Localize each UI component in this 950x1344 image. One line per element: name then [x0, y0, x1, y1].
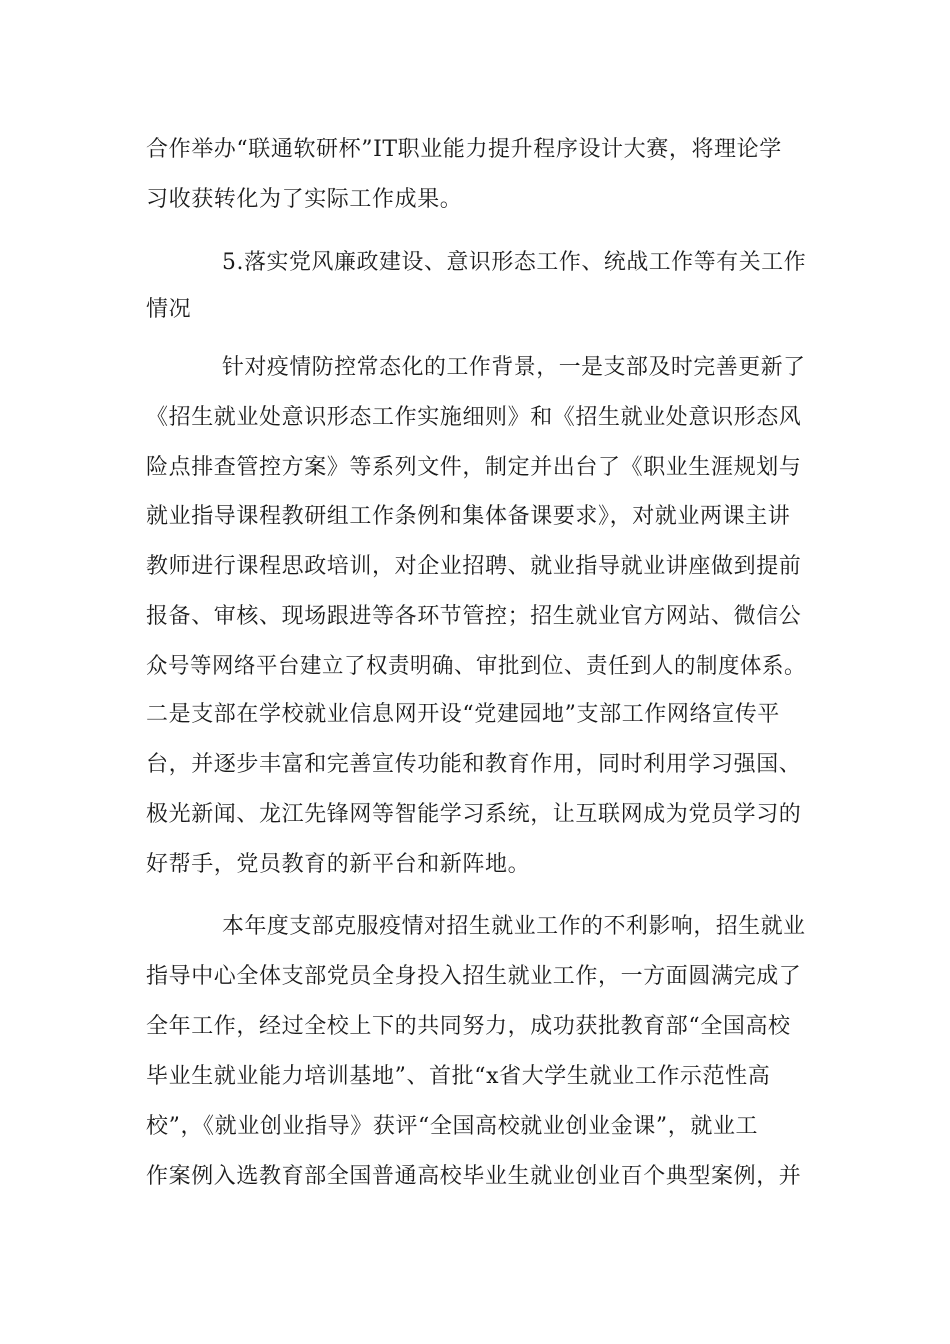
- paragraph-line: 极光新闻、龙江先锋网等智能学习系统，让互联网成为党员学习的: [146, 802, 802, 827]
- paragraph-line: 针对疫情防控常态化的工作背景，一是支部及时完善更新了: [222, 355, 806, 380]
- paragraph-line: 习收获转化为了实际工作成果。: [146, 187, 463, 212]
- paragraph-line: 校”，《就业创业指导》获评“全国高校就业创业金课”，就业工: [146, 1114, 759, 1139]
- section-heading-line: 情况: [146, 297, 192, 322]
- paragraph-line: 台，并逐步丰富和完善宣传功能和教育作用，同时利用学习强国、: [146, 752, 802, 777]
- paragraph-line: 就业指导课程教研组工作条例和集体备课要求》，对就业两课主讲: [146, 504, 791, 529]
- paragraph-line: 好帮手，党员教育的新平台和新阵地。: [146, 852, 531, 877]
- paragraph-line: 作案例入选教育部全国普通高校毕业生就业创业百个典型案例，并: [146, 1164, 802, 1189]
- paragraph-line: 二是支部在学校就业信息网开设“党建园地”支部工作网络宣传平: [146, 702, 780, 727]
- paragraph-line: 合作举办“联通软研杯”IT职业能力提升程序设计大赛，将理论学: [146, 137, 782, 162]
- section-heading-line: 5.落实党风廉政建设、意识形态工作、统战工作等有关工作: [222, 250, 807, 275]
- paragraph-line: 报备、审核、现场跟进等各环节管控；招生就业官方网站、微信公: [146, 604, 802, 629]
- paragraph-line: 全年工作，经过全校上下的共同努力，成功获批教育部“全国高校: [146, 1014, 791, 1039]
- paragraph-line: 指导中心全体支部党员全身投入招生就业工作，一方面圆满完成了: [146, 964, 802, 989]
- paragraph-line: 本年度支部克服疫情对招生就业工作的不利影响，招生就业: [222, 914, 806, 939]
- paragraph-line: 众号等网络平台建立了权责明确、审批到位、责任到人的制度体系。: [146, 654, 807, 679]
- paragraph-line: 教师进行课程思政培训，对企业招聘、就业指导就业讲座做到提前: [146, 554, 802, 579]
- paragraph-line: 险点排查管控方案》等系列文件，制定并出台了《职业生涯规划与: [146, 455, 802, 480]
- paragraph-line: 《招生就业处意识形态工作实施细则》和《招生就业处意识形态风: [146, 405, 802, 430]
- paragraph-line: 毕业生就业能力培训基地”、首批“x省大学生就业工作示范性高: [146, 1064, 771, 1089]
